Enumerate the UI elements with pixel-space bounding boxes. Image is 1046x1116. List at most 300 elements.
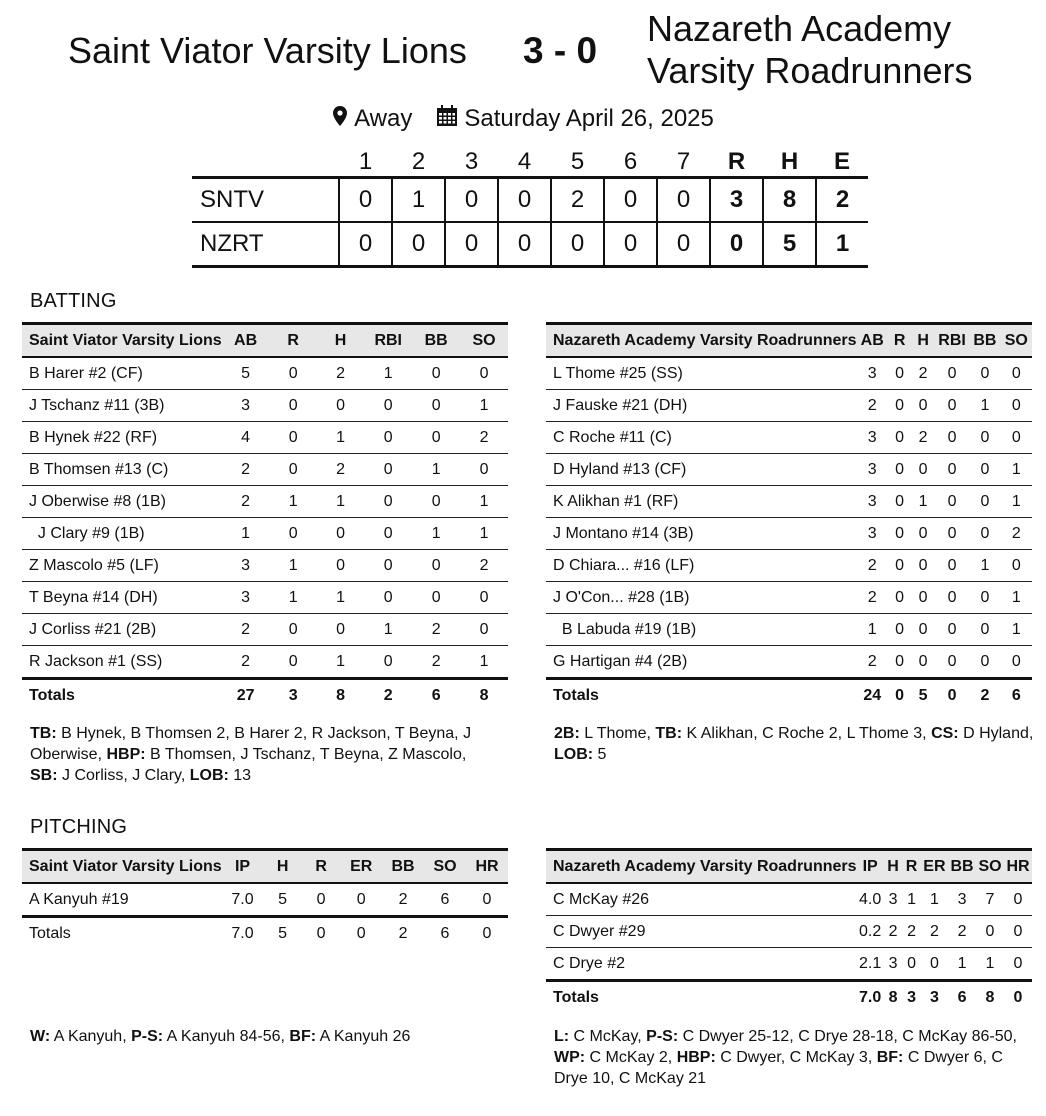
stat-cell: 2: [1001, 518, 1032, 550]
stat-cell: 0: [1001, 646, 1032, 679]
stat-cell: 1: [969, 550, 1000, 582]
stat-column-header: BB: [969, 324, 1000, 358]
team-abbr: SNTV: [192, 178, 339, 223]
totals-row: [546, 981, 1032, 1014]
player-name: B Hynek #22 (RF): [22, 422, 222, 454]
stat-cell: 0: [969, 582, 1000, 614]
totals-cell: 5: [911, 679, 934, 712]
stat-cell: 0: [888, 614, 911, 646]
stat-cell: 1: [460, 486, 508, 518]
player-name: B Labuda #19 (1B): [546, 614, 857, 646]
note-label: TB:: [30, 725, 57, 742]
game-meta: [0, 104, 1046, 135]
map-pin-icon: [332, 105, 348, 135]
stat-cell: 0: [1001, 357, 1032, 390]
stat-cell: 1: [921, 883, 948, 916]
inning-header: 1: [358, 148, 373, 175]
stat-cell: 2: [857, 550, 888, 582]
stat-cell: 0: [935, 582, 969, 614]
stat-cell: 0: [364, 422, 412, 454]
stat-cell: 2.1: [857, 948, 884, 981]
player-name: J Tschanz #11 (3B): [22, 390, 222, 422]
stat-cell: 2: [222, 614, 270, 646]
stat-cell: 0: [317, 614, 364, 646]
note-text: C McKay 2,: [585, 1049, 677, 1066]
home-pitching-notes: [30, 1026, 510, 1047]
totals-label: Totals: [22, 679, 222, 712]
team-column-header: Nazareth Academy Varsity Roadrunners: [546, 850, 857, 884]
stat-column-header: BB: [412, 324, 460, 358]
inning-header: 7: [676, 148, 691, 175]
note-label: SB:: [30, 767, 58, 784]
stat-cell: 2: [317, 357, 364, 390]
stat-column-header: IP: [222, 850, 264, 884]
location-text: Away: [354, 105, 413, 132]
player-name: L Thome #25 (SS): [546, 357, 857, 390]
stat-cell: 0: [969, 518, 1000, 550]
stat-cell: 2: [412, 646, 460, 679]
player-row: [22, 454, 508, 486]
stat-cell: 0: [888, 550, 911, 582]
stat-column-header: ER: [921, 850, 948, 884]
stat-cell: 0: [911, 518, 934, 550]
stat-column-header: HR: [466, 850, 508, 884]
stat-column-header: SO: [1001, 324, 1032, 358]
stat-cell: 2: [884, 916, 903, 948]
totals-cell: 0: [466, 917, 508, 950]
line-score-row: [192, 222, 868, 267]
note-label: P-S:: [131, 1028, 164, 1045]
stat-cell: 1: [969, 390, 1000, 422]
stat-cell: 2: [857, 390, 888, 422]
stat-column-header: ER: [340, 850, 382, 884]
stat-cell: 0: [935, 614, 969, 646]
inning-score: 0: [445, 178, 498, 223]
stat-cell: 0: [888, 582, 911, 614]
stat-cell: 7: [976, 883, 1004, 916]
player-name: T Beyna #14 (DH): [22, 582, 222, 614]
player-row: [22, 582, 508, 614]
batting-section-title: BATTING: [30, 290, 117, 312]
stat-cell: 0: [1004, 883, 1032, 916]
player-name: Z Mascolo #5 (LF): [22, 550, 222, 582]
totals-cell: 3: [902, 981, 921, 1014]
stat-cell: 0: [969, 486, 1000, 518]
stat-column-header: H: [911, 324, 934, 358]
stat-cell: 0: [911, 646, 934, 679]
errors-total: 1: [816, 222, 868, 267]
stat-cell: 3: [884, 948, 903, 981]
totals-cell: 6: [424, 917, 466, 950]
team-column-header: Saint Viator Varsity Lions: [22, 850, 222, 884]
note-label: BF:: [289, 1028, 317, 1045]
note-text: A Kanyuh 84-56,: [163, 1028, 290, 1045]
note-label: HBP:: [106, 746, 146, 763]
stat-column-header: H: [263, 850, 302, 884]
stat-cell: 0: [969, 422, 1000, 454]
away-batting-notes: [554, 723, 1034, 765]
stat-cell: 0: [270, 454, 317, 486]
stat-cell: 2: [317, 454, 364, 486]
totals-cell: 6: [1001, 679, 1032, 712]
stat-cell: 1: [976, 948, 1004, 981]
stat-cell: 0: [976, 916, 1004, 948]
totals-cell: 6: [948, 981, 976, 1014]
calendar-icon: [436, 105, 458, 135]
stat-cell: 2: [921, 916, 948, 948]
away-pitching-table: [546, 848, 1032, 1013]
player-row: [22, 357, 508, 390]
stat-cell: 1: [902, 883, 921, 916]
totals-cell: 24: [857, 679, 888, 712]
stat-cell: 3: [857, 454, 888, 486]
stat-cell: 1: [1001, 486, 1032, 518]
inning-score: 0: [445, 222, 498, 267]
player-name: C Dwyer #29: [546, 916, 857, 948]
inning-header: 6: [623, 148, 638, 175]
note-text: C Dwyer 6, C Drye 10, C McKay 21: [554, 1049, 1003, 1087]
totals-cell: 0: [302, 917, 341, 950]
stat-cell: 1: [270, 582, 317, 614]
stat-cell: 0: [969, 357, 1000, 390]
stat-cell: 0: [1001, 422, 1032, 454]
note-text: D Hyland,: [958, 725, 1034, 742]
player-row: [546, 518, 1032, 550]
stat-cell: 0: [1001, 390, 1032, 422]
date-text: Saturday April 26, 2025: [464, 105, 714, 132]
stat-cell: 0: [412, 486, 460, 518]
stat-cell: 0: [412, 422, 460, 454]
inning-score: 0: [551, 222, 604, 267]
stat-cell: 1: [364, 357, 412, 390]
totals-cell: 2: [969, 679, 1000, 712]
stat-column-header: R: [902, 850, 921, 884]
note-text: L Thome,: [579, 725, 656, 742]
player-row: [22, 486, 508, 518]
player-row: [546, 646, 1032, 679]
player-name: J Clary #9 (1B): [22, 518, 222, 550]
totals-cell: 7.0: [222, 917, 264, 950]
note-text: C Dwyer, C McKay 3,: [715, 1049, 877, 1066]
stat-cell: 0: [412, 390, 460, 422]
stat-column-header: HR: [1004, 850, 1032, 884]
totals-label: Totals: [546, 679, 857, 712]
note-label: LOB:: [189, 767, 229, 784]
player-row: [546, 582, 1032, 614]
stat-cell: 0: [412, 550, 460, 582]
totals-label: Totals: [546, 981, 857, 1014]
stat-cell: 3: [857, 422, 888, 454]
errors-header: E: [833, 148, 850, 175]
player-name: C Roche #11 (C): [546, 422, 857, 454]
stat-cell: 0: [270, 422, 317, 454]
player-row: [546, 916, 1032, 948]
stat-column-header: BB: [948, 850, 976, 884]
inning-score: 0: [604, 222, 657, 267]
note-text: A Kanyuh,: [50, 1028, 132, 1045]
player-name: J O'Con... #28 (1B): [546, 582, 857, 614]
note-label: 2B:: [554, 725, 580, 742]
note-label: CS:: [931, 725, 959, 742]
player-name: J Corliss #21 (2B): [22, 614, 222, 646]
totals-cell: 8: [317, 679, 364, 712]
totals-cell: 0: [340, 917, 382, 950]
stat-cell: 1: [460, 646, 508, 679]
player-name: D Hyland #13 (CF): [546, 454, 857, 486]
stat-column-header: R: [302, 850, 341, 884]
stat-cell: 1: [270, 486, 317, 518]
hits-total: 8: [763, 178, 816, 223]
stat-cell: 4.0: [857, 883, 884, 916]
errors-total: 2: [816, 178, 868, 223]
stat-cell: 0: [969, 646, 1000, 679]
inning-score: 2: [551, 178, 604, 223]
stat-cell: 5: [222, 357, 270, 390]
stat-cell: 0: [270, 614, 317, 646]
inning-header: 2: [411, 148, 426, 175]
team-abbr: NZRT: [192, 222, 339, 267]
totals-cell: 5: [263, 917, 302, 950]
player-row: [22, 390, 508, 422]
line-score-table: [192, 148, 868, 268]
player-row: [546, 422, 1032, 454]
stat-cell: 0: [302, 883, 341, 917]
player-name: J Montano #14 (3B): [546, 518, 857, 550]
stat-cell: 0: [317, 550, 364, 582]
stat-cell: 2: [460, 422, 508, 454]
player-name: G Hartigan #4 (2B): [546, 646, 857, 679]
stat-cell: 0: [364, 486, 412, 518]
stat-cell: 0: [460, 582, 508, 614]
totals-cell: 2: [364, 679, 412, 712]
inning-score: 0: [339, 222, 392, 267]
note-label: HBP:: [676, 1049, 716, 1066]
stat-cell: 7.0: [222, 883, 264, 917]
stat-cell: 0: [969, 614, 1000, 646]
inning-score: 0: [392, 222, 445, 267]
stat-cell: 0: [364, 646, 412, 679]
stat-cell: 0: [317, 390, 364, 422]
stat-column-header: AB: [857, 324, 888, 358]
stat-cell: 0: [364, 390, 412, 422]
player-row: [546, 454, 1032, 486]
team-column-header: Saint Viator Varsity Lions: [22, 324, 222, 358]
stat-cell: 2: [382, 883, 424, 917]
stat-cell: 0: [911, 614, 934, 646]
home-pitching-table: [22, 848, 508, 949]
player-row: [546, 486, 1032, 518]
stat-column-header: H: [317, 324, 364, 358]
inning-score: 0: [657, 222, 710, 267]
stat-cell: 3: [948, 883, 976, 916]
stat-cell: 0: [969, 454, 1000, 486]
stat-cell: 1: [1001, 582, 1032, 614]
stat-cell: 3: [857, 486, 888, 518]
inning-header: 5: [570, 148, 585, 175]
stat-cell: 0: [935, 486, 969, 518]
totals-cell: 0: [935, 679, 969, 712]
player-row: [22, 422, 508, 454]
note-text: J Corliss, J Clary,: [57, 767, 190, 784]
stat-cell: 0: [460, 454, 508, 486]
totals-cell: 8: [884, 981, 903, 1014]
totals-row: [22, 917, 508, 950]
stat-cell: 0: [911, 550, 934, 582]
note-label: W:: [30, 1028, 51, 1045]
player-name: J Oberwise #8 (1B): [22, 486, 222, 518]
note-text: B Hynek, B Thomsen 2, B Harer 2, R Jackson, T Beyna, J Oberwise,: [30, 725, 472, 763]
stat-cell: 0: [911, 454, 934, 486]
player-row: [22, 518, 508, 550]
inning-score: 0: [498, 222, 551, 267]
stat-cell: 0: [270, 646, 317, 679]
runs-header: R: [727, 148, 746, 175]
stat-cell: 0: [888, 454, 911, 486]
totals-row: [546, 679, 1032, 712]
stat-cell: 0.2: [857, 916, 884, 948]
home-batting-table: [22, 322, 508, 711]
player-name: C McKay #26: [546, 883, 857, 916]
totals-cell: 3: [270, 679, 317, 712]
note-label: P-S:: [646, 1028, 679, 1045]
inning-score: 0: [498, 178, 551, 223]
stat-cell: 0: [270, 357, 317, 390]
stat-cell: 2: [911, 357, 934, 390]
player-row: [546, 614, 1032, 646]
stat-cell: 1: [460, 390, 508, 422]
note-label: L:: [554, 1028, 570, 1045]
stat-cell: 0: [317, 518, 364, 550]
note-text: C McKay,: [569, 1028, 647, 1045]
inning-score: 0: [339, 178, 392, 223]
line-score-row: [192, 178, 868, 223]
stat-cell: 1: [412, 518, 460, 550]
player-row: [546, 948, 1032, 981]
stat-cell: 0: [935, 518, 969, 550]
away-pitching-notes: [554, 1026, 1034, 1089]
stat-cell: 2: [412, 614, 460, 646]
note-label: WP:: [554, 1049, 586, 1066]
stat-cell: 2: [222, 486, 270, 518]
stat-cell: 0: [902, 948, 921, 981]
runs-total: 0: [710, 222, 763, 267]
stat-cell: 6: [424, 883, 466, 917]
totals-cell: 0: [888, 679, 911, 712]
stat-cell: 2: [948, 916, 976, 948]
inning-score: 0: [657, 178, 710, 223]
stat-cell: 0: [270, 390, 317, 422]
stat-cell: 0: [460, 357, 508, 390]
stat-column-header: SO: [460, 324, 508, 358]
stat-cell: 2: [911, 422, 934, 454]
stat-cell: 0: [888, 357, 911, 390]
player-name: A Kanyuh #19: [22, 883, 222, 917]
player-name: D Chiara... #16 (LF): [546, 550, 857, 582]
stat-cell: 2: [857, 646, 888, 679]
player-row: [546, 357, 1032, 390]
inning-header: 3: [464, 148, 479, 175]
totals-row: [22, 679, 508, 712]
stat-column-header: SO: [424, 850, 466, 884]
stat-cell: 2: [222, 454, 270, 486]
note-label: TB:: [655, 725, 683, 742]
stat-cell: 0: [935, 646, 969, 679]
stat-cell: 1: [412, 454, 460, 486]
stat-cell: 2: [857, 582, 888, 614]
away-team-name: Nazareth Academy Varsity Roadrunners: [647, 8, 973, 91]
stat-cell: 0: [888, 646, 911, 679]
stat-cell: 0: [935, 357, 969, 390]
stat-column-header: IP: [857, 850, 884, 884]
stat-cell: 1: [317, 646, 364, 679]
stat-cell: 0: [364, 550, 412, 582]
totals-cell: 7.0: [857, 981, 884, 1014]
stat-cell: 3: [884, 883, 903, 916]
note-text: 5: [593, 746, 607, 763]
away-batting-table: [546, 322, 1032, 711]
player-name: K Alikhan #1 (RF): [546, 486, 857, 518]
stat-cell: 3: [222, 390, 270, 422]
stat-cell: 0: [364, 454, 412, 486]
totals-cell: 8: [976, 981, 1004, 1014]
stat-cell: 1: [1001, 454, 1032, 486]
stat-cell: 0: [935, 422, 969, 454]
stat-cell: 0: [1004, 948, 1032, 981]
stat-cell: 0: [888, 486, 911, 518]
player-name: J Fauske #21 (DH): [546, 390, 857, 422]
totals-cell: 6: [412, 679, 460, 712]
inning-header: 4: [517, 148, 532, 175]
note-label: LOB:: [554, 746, 594, 763]
stat-column-header: RBI: [935, 324, 969, 358]
stat-cell: 0: [888, 390, 911, 422]
stat-cell: 4: [222, 422, 270, 454]
stat-column-header: AB: [222, 324, 270, 358]
stat-cell: 1: [317, 486, 364, 518]
stat-cell: 1: [1001, 614, 1032, 646]
player-row: [22, 614, 508, 646]
totals-cell: 27: [222, 679, 270, 712]
stat-cell: 0: [340, 883, 382, 917]
note-text: B Thomsen, J Tschanz, T Beyna, Z Mascolo,: [145, 746, 467, 763]
stat-cell: 0: [270, 518, 317, 550]
player-row: [22, 646, 508, 679]
stat-cell: 0: [1001, 550, 1032, 582]
stat-cell: 0: [935, 390, 969, 422]
stat-cell: 0: [935, 454, 969, 486]
totals-cell: 8: [460, 679, 508, 712]
stat-column-header: RBI: [364, 324, 412, 358]
stat-cell: 0: [888, 518, 911, 550]
stat-cell: 1: [222, 518, 270, 550]
stat-column-header: BB: [382, 850, 424, 884]
player-row: [546, 883, 1032, 916]
stat-cell: 0: [935, 550, 969, 582]
player-row: [22, 550, 508, 582]
note-text: C Dwyer 25-12, C Drye 28-18, C McKay 86-50,: [678, 1028, 1017, 1045]
totals-cell: 0: [1004, 981, 1032, 1014]
stat-cell: 0: [364, 582, 412, 614]
player-row: [22, 883, 508, 917]
stat-cell: 3: [222, 582, 270, 614]
totals-cell: 3: [921, 981, 948, 1014]
stat-cell: 3: [857, 357, 888, 390]
note-text: A Kanyuh 26: [316, 1028, 411, 1045]
stat-cell: 1: [317, 582, 364, 614]
note-label: BF:: [876, 1049, 904, 1066]
note-text: K Alikhan, C Roche 2, L Thome 3,: [682, 725, 932, 742]
runs-total: 3: [710, 178, 763, 223]
